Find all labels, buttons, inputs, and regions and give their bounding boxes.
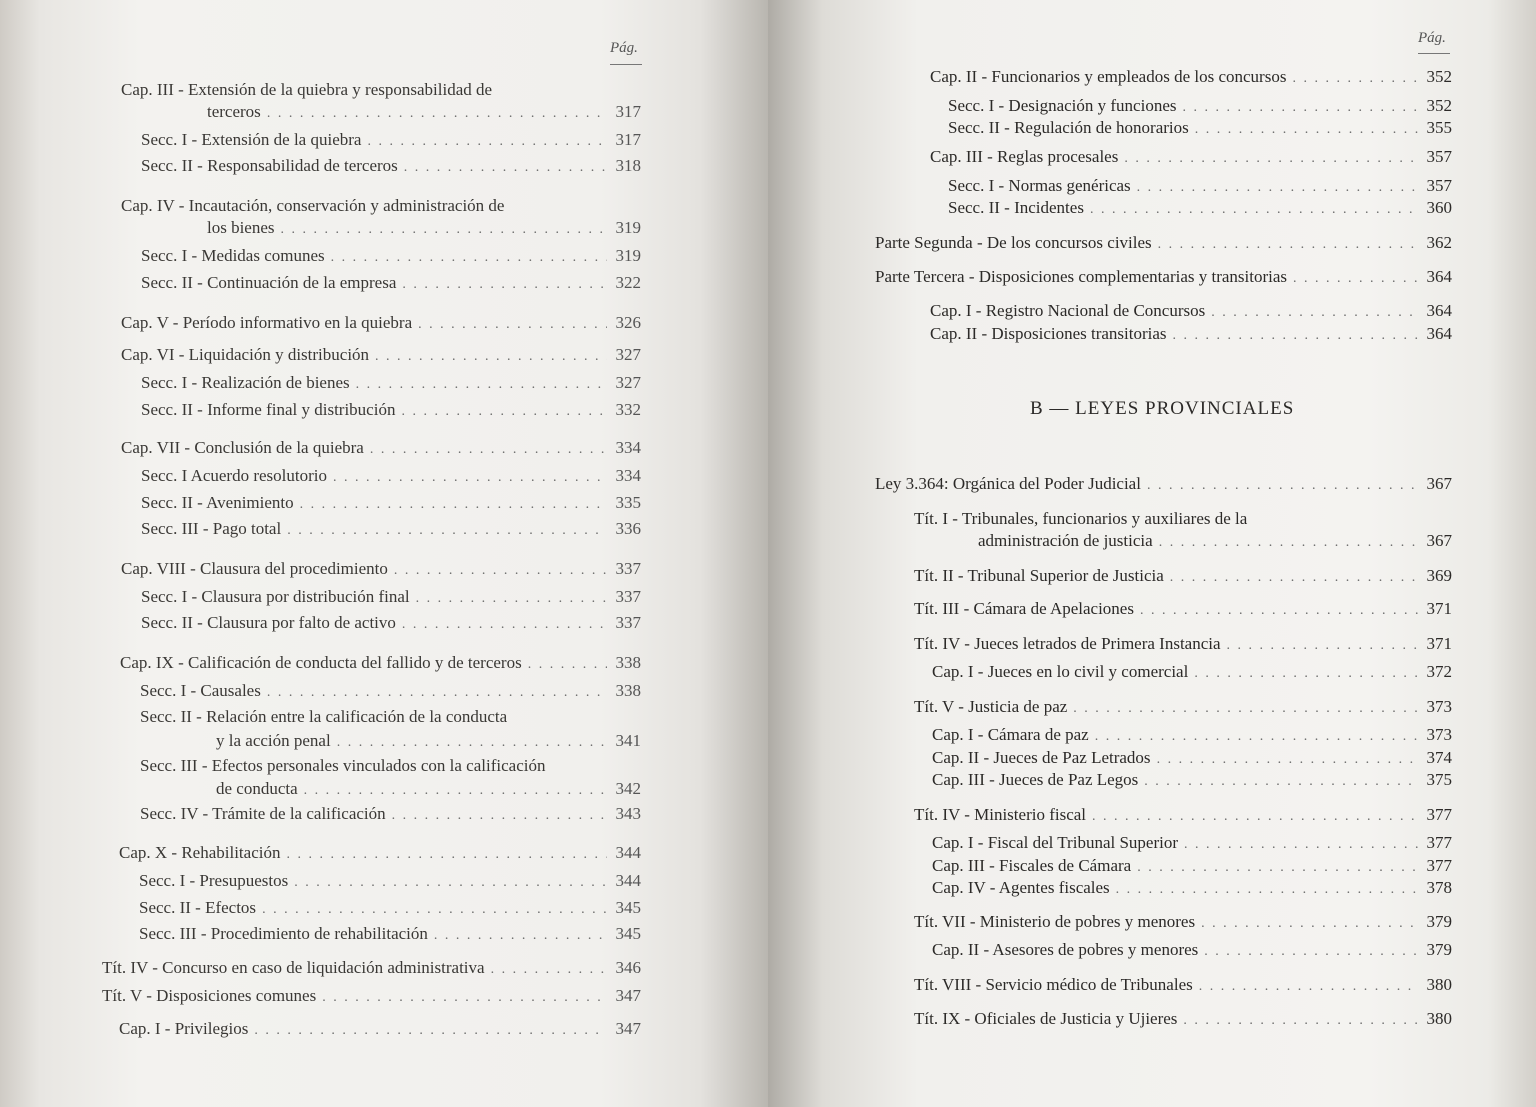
toc-entry[interactable]: Secc. II - Efectos . . . 345 <box>139 898 641 920</box>
leader-dots <box>322 988 607 1008</box>
leader-dots <box>1184 835 1418 855</box>
leader-dots <box>300 495 607 515</box>
page-number: 352 <box>1426 96 1452 115</box>
page-column-rule <box>610 64 642 65</box>
leader-dots <box>418 315 607 335</box>
page-number: 373 <box>1426 697 1452 716</box>
leader-dots <box>262 900 607 920</box>
leader-dots <box>1157 750 1418 770</box>
toc-entry-line1: Secc. III - Efectos personales vinculados con la calificación <box>140 756 546 775</box>
toc-entry[interactable]: Secc. IV - Trámite de la calificación . . . 343 <box>140 804 641 826</box>
toc-entry[interactable]: Cap. V - Período informativo en la quiebra . . . 326 <box>121 313 641 335</box>
leader-dots <box>356 375 607 395</box>
page-number: 379 <box>1426 912 1452 931</box>
page-number: 371 <box>1426 599 1452 618</box>
toc-entry[interactable]: Cap. I - Cámara de paz . . . 373 <box>932 725 1452 747</box>
toc-entry[interactable]: Cap. IX - Calificación de conducta del fallido y de terceros . . . 338 <box>120 653 641 675</box>
page-number: 317 <box>615 102 641 121</box>
page-number: 347 <box>615 986 641 1005</box>
page-number: 319 <box>615 218 641 237</box>
leader-dots <box>267 683 607 703</box>
leader-dots <box>434 926 607 946</box>
page-number: 375 <box>1426 770 1452 789</box>
page-number: 357 <box>1426 176 1452 195</box>
leader-dots <box>1137 858 1418 878</box>
toc-entry[interactable]: Cap. I - Privilegios . . . 347 <box>119 1019 641 1041</box>
page-number: 360 <box>1426 198 1452 217</box>
leader-dots <box>1170 568 1418 588</box>
leader-dots <box>1182 98 1418 118</box>
page-number: 322 <box>615 273 641 292</box>
page-number: 377 <box>1426 856 1452 875</box>
toc-entry[interactable]: Secc. II - Continuación de la empresa . . . 322 <box>141 273 641 295</box>
page-number: 319 <box>615 246 641 265</box>
toc-entry[interactable]: Cap. I - Jueces en lo civil y comercial . . . 372 <box>932 662 1452 684</box>
leader-dots <box>1137 178 1418 198</box>
leader-dots <box>254 1021 607 1041</box>
page-number: 377 <box>1426 805 1452 824</box>
page-number: 342 <box>615 779 641 798</box>
page-number: 373 <box>1426 725 1452 744</box>
page-number: 380 <box>1426 1009 1452 1028</box>
toc-entry[interactable]: Tít. VII - Ministerio de pobres y menores . . . 379 <box>914 912 1452 934</box>
page-number: 341 <box>615 731 641 750</box>
toc-entry[interactable]: Cap. VIII - Clausura del procedimiento . . . 337 <box>121 559 641 581</box>
page-number: 379 <box>1426 940 1452 959</box>
leader-dots <box>404 158 607 178</box>
leader-dots <box>1195 120 1418 140</box>
page-number: 336 <box>615 519 641 538</box>
toc-entry[interactable]: Tít. V - Disposiciones comunes . . . 347 <box>102 986 641 1008</box>
page-number: 364 <box>1426 267 1452 286</box>
leader-dots <box>333 468 607 488</box>
page-number: 374 <box>1426 748 1452 767</box>
toc-entry-line1: Secc. II - Relación entre la calificación de la conducta <box>140 707 508 726</box>
page-number: 357 <box>1426 147 1452 166</box>
page-number: 338 <box>615 681 641 700</box>
toc-entry[interactable]: Cap. II - Disposiciones transitorias . . . 364 <box>930 324 1452 346</box>
toc-entry[interactable]: Tít. V - Justicia de paz . . . 373 <box>914 697 1452 719</box>
toc-entry[interactable]: Tít. VIII - Servicio médico de Tribunales . . . 380 <box>914 975 1452 997</box>
toc-entry[interactable]: Tít. IV - Jueces letrados de Primera Instancia . . . 371 <box>914 634 1452 656</box>
toc-entry[interactable]: Cap. II - Asesores de pobres y menores . . . 379 <box>932 940 1452 962</box>
toc-entry[interactable]: Tít. IV - Concurso en caso de liquidación administrativa . . . 346 <box>102 958 641 980</box>
leader-dots <box>1124 149 1418 169</box>
toc-entry[interactable]: Secc. II - Regulación de honorarios . . . 355 <box>948 118 1452 140</box>
page-number: 337 <box>615 613 641 632</box>
leader-dots <box>1090 200 1418 220</box>
toc-entry[interactable]: Secc. II - Clausura por falto de activo . . . 337 <box>141 613 641 635</box>
toc-entry[interactable]: terceros . . . 317 <box>207 102 641 124</box>
toc-entry[interactable]: Secc. I - Medidas comunes . . . 319 <box>141 246 641 268</box>
leader-dots <box>294 873 607 893</box>
page-number: 327 <box>615 373 641 392</box>
leader-dots <box>286 845 607 865</box>
page-number: 326 <box>615 313 641 332</box>
leader-dots <box>1211 303 1418 323</box>
leader-dots <box>1201 914 1418 934</box>
page-number: 367 <box>1426 474 1452 493</box>
toc-entry[interactable]: Secc. III - Pago total . . . 336 <box>141 519 641 541</box>
toc-entry-line1: Cap. III - Extensión de la quiebra y responsabilidad de <box>121 80 493 99</box>
toc-entry[interactable]: de conducta . . . 342 <box>216 779 641 801</box>
page-number: 344 <box>615 871 641 890</box>
page-number: 380 <box>1426 975 1452 994</box>
page-number: 364 <box>1426 324 1452 343</box>
leader-dots <box>402 275 607 295</box>
leader-dots <box>1158 235 1418 255</box>
page-number: 352 <box>1426 67 1452 86</box>
toc-entry[interactable]: Cap. II - Jueces de Paz Letrados . . . 374 <box>932 748 1452 770</box>
leader-dots <box>392 806 607 826</box>
page-number: 335 <box>615 493 641 512</box>
leader-dots <box>370 440 607 460</box>
page-number: 364 <box>1426 301 1452 320</box>
leader-dots <box>287 521 607 541</box>
page-number: 362 <box>1426 233 1452 252</box>
page-number: 372 <box>1426 662 1452 681</box>
page-number: 377 <box>1426 833 1452 852</box>
section-heading: B — LEYES PROVINCIALES <box>1030 398 1295 419</box>
leader-dots <box>1293 269 1418 289</box>
page-number: 327 <box>615 345 641 364</box>
page-number: 334 <box>615 438 641 457</box>
leader-dots <box>1144 772 1418 792</box>
page-number: 334 <box>615 466 641 485</box>
page-number: 317 <box>615 130 641 149</box>
leader-dots <box>1116 880 1418 900</box>
toc-entry[interactable]: Tít. II - Tribunal Superior de Justicia . . . 369 <box>914 566 1452 588</box>
leader-dots <box>267 104 607 124</box>
toc-entry[interactable]: Tít. IX - Oficiales de Justicia y Ujieres . . . 380 <box>914 1009 1452 1031</box>
page-number: 355 <box>1426 118 1452 137</box>
leader-dots <box>337 733 607 753</box>
toc-entry[interactable]: Parte Tercera - Disposiciones complementarias y transitorias . . . 364 <box>875 267 1452 289</box>
toc-entry[interactable]: Secc. II - Incidentes . . . 360 <box>948 198 1452 220</box>
toc-entry[interactable]: Secc. II - Responsabilidad de terceros . . . 318 <box>141 156 641 178</box>
page-number: 345 <box>615 898 641 917</box>
toc-entry[interactable]: Secc. I - Designación y funciones . . . 352 <box>948 96 1452 118</box>
toc-entry[interactable]: Cap. II - Funcionarios y empleados de los concursos . . . 352 <box>930 67 1452 89</box>
page-number: 367 <box>1426 531 1452 550</box>
toc-entry[interactable]: Cap. VI - Liquidación y distribución . . . 327 <box>121 345 641 367</box>
toc-entry[interactable]: Cap. I - Registro Nacional de Concursos . . . 364 <box>930 301 1452 323</box>
page-number: 318 <box>615 156 641 175</box>
page-number: 346 <box>615 958 641 977</box>
leader-dots <box>1073 699 1418 719</box>
toc-entry[interactable]: Cap. III - Reglas procesales . . . 357 <box>930 147 1452 169</box>
page-number: 347 <box>615 1019 641 1038</box>
page-number: 337 <box>615 559 641 578</box>
page-column-rule <box>1418 53 1450 54</box>
leader-dots <box>1159 533 1418 553</box>
page-number: 369 <box>1426 566 1452 585</box>
leader-dots <box>1194 664 1418 684</box>
toc-entry[interactable]: Cap. III - Jueces de Paz Legos . . . 375 <box>932 770 1452 792</box>
toc-entry[interactable]: y la acción penal . . . 341 <box>216 731 641 753</box>
page-number: 343 <box>615 804 641 823</box>
leader-dots <box>416 589 607 609</box>
leader-dots <box>304 781 607 801</box>
leader-dots <box>401 402 607 422</box>
leader-dots <box>375 347 607 367</box>
toc-entry[interactable]: Cap. IV - Agentes fiscales . . . 378 <box>932 878 1452 900</box>
toc-entry[interactable]: Secc. I - Extensión de la quiebra . . . 317 <box>141 130 641 152</box>
leader-dots <box>402 615 607 635</box>
leader-dots <box>491 960 607 980</box>
toc-entry[interactable]: Secc. I Acuerdo resolutorio . . . 334 <box>141 466 641 488</box>
toc-entry[interactable]: Tít. IV - Ministerio fiscal . . . 377 <box>914 805 1452 827</box>
toc-entry[interactable]: Secc. II - Informe final y distribución . . . 332 <box>141 400 641 422</box>
page-number: 344 <box>615 843 641 862</box>
toc-entry[interactable]: Parte Segunda - De los concursos civiles . . . 362 <box>875 233 1452 255</box>
toc-entry-line1: Cap. IV - Incautación, conservación y administración de <box>121 196 505 215</box>
leader-dots <box>281 220 607 240</box>
leader-dots <box>1140 601 1418 621</box>
page-number: 338 <box>615 653 641 672</box>
toc-entry[interactable]: Secc. II - Avenimiento . . . 335 <box>141 493 641 515</box>
leader-dots <box>1204 942 1418 962</box>
leader-dots <box>1183 1011 1418 1031</box>
toc-entry[interactable]: Secc. I - Clausura por distribución final . . . 337 <box>141 587 641 609</box>
toc-entry[interactable]: Cap. VII - Conclusión de la quiebra . . . 334 <box>121 438 641 460</box>
page-number: 371 <box>1426 634 1452 653</box>
leader-dots <box>394 561 607 581</box>
leader-dots <box>331 248 607 268</box>
leader-dots <box>1292 69 1418 89</box>
page-number: 378 <box>1426 878 1452 897</box>
leader-dots <box>1147 476 1418 496</box>
leader-dots <box>1173 326 1418 346</box>
right-page <box>768 0 1536 1107</box>
toc-entry[interactable]: Secc. I - Presupuestos . . . 344 <box>139 871 641 893</box>
leader-dots <box>1199 977 1418 997</box>
page-column-label: Pág. <box>610 40 638 56</box>
toc-entry[interactable]: Cap. I - Fiscal del Tribunal Superior . . . 377 <box>932 833 1452 855</box>
leader-dots <box>367 132 607 152</box>
toc-entry-line1: Tít. I - Tribunales, funcionarios y auxiliares de la <box>914 509 1248 528</box>
leader-dots <box>1092 807 1418 827</box>
toc-entry[interactable]: Secc. I - Realización de bienes . . . 327 <box>141 373 641 395</box>
toc-entry[interactable]: Secc. I - Normas genéricas . . . 357 <box>948 176 1452 198</box>
leader-dots <box>1095 727 1418 747</box>
page-column-label: Pág. <box>1418 30 1446 46</box>
toc-entry[interactable]: administración de justicia . . . 367 <box>978 531 1452 553</box>
toc-entry[interactable]: Secc. III - Procedimiento de rehabilitación . . . 345 <box>139 924 641 946</box>
page-number: 337 <box>615 587 641 606</box>
toc-entry[interactable]: Cap. X - Rehabilitación . . . 344 <box>119 843 641 865</box>
toc-entry[interactable]: Tít. III - Cámara de Apelaciones . . . 371 <box>914 599 1452 621</box>
toc-entry[interactable]: los bienes . . . 319 <box>207 218 641 240</box>
toc-entry[interactable]: Ley 3.364: Orgánica del Poder Judicial . . . 367 <box>875 474 1452 496</box>
leader-dots <box>528 655 607 675</box>
toc-entry[interactable]: Secc. I - Causales . . . 338 <box>140 681 641 703</box>
leader-dots <box>1227 636 1418 656</box>
page-number: 332 <box>615 400 641 419</box>
toc-entry[interactable]: Cap. III - Fiscales de Cámara . . . 377 <box>932 856 1452 878</box>
page-number: 345 <box>615 924 641 943</box>
